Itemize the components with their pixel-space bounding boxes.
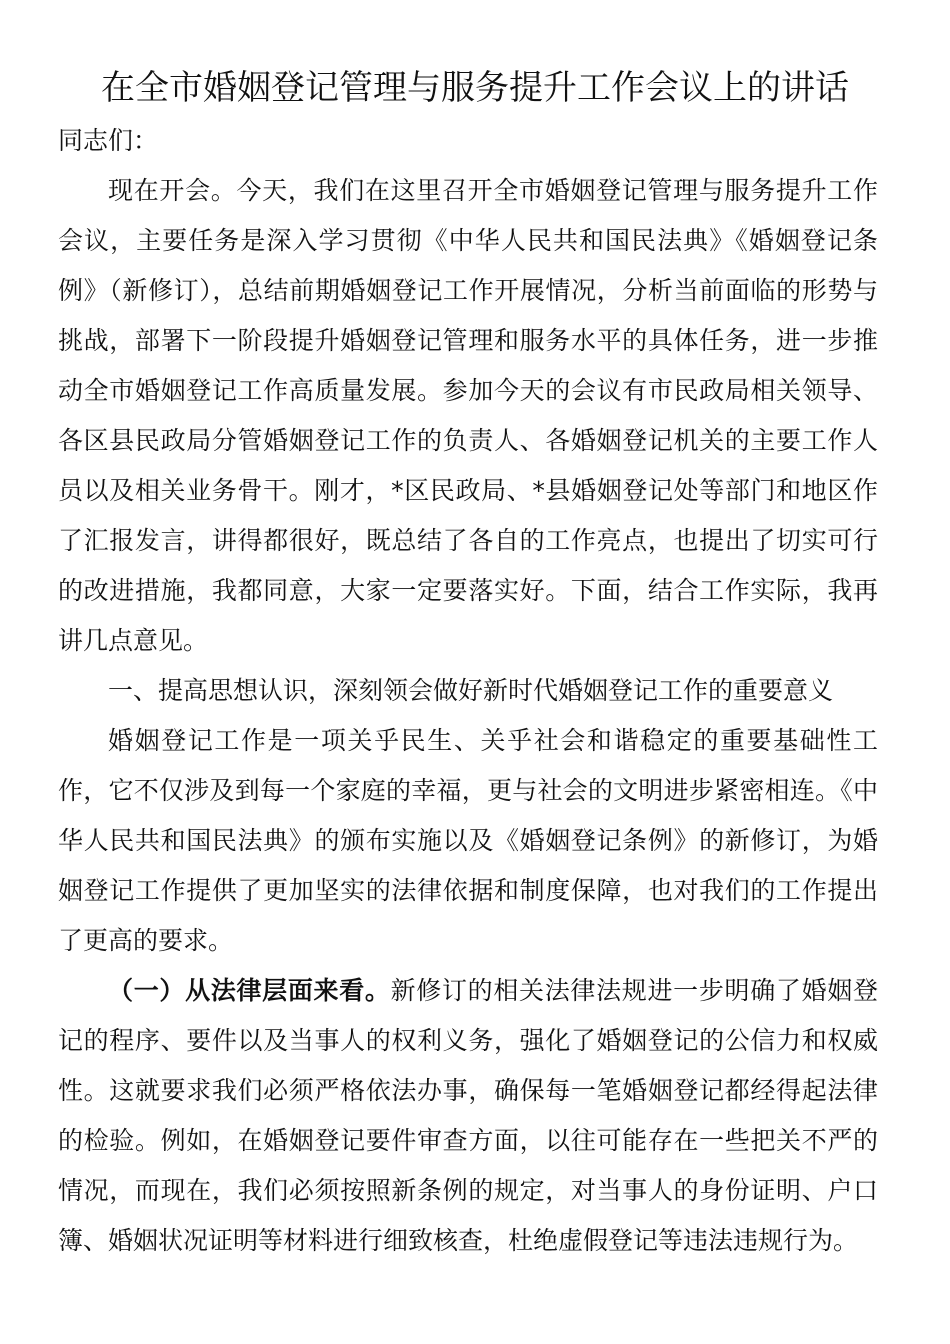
salutation: 同志们： <box>58 126 159 155</box>
subheading-legal-level: （一）从法律层面来看。 <box>108 976 391 1005</box>
paragraph-opening: 现在开会。今天，我们在这里召开全市婚姻登记管理与服务提升工作会议，主要任务是深入学习贯彻《中华人民共和国民法典》《婚姻登记条例》（新修订），总结前期婚姻登记工作开展情况，分析当前面临的形势与挑战，部署下一阶段提升婚姻登记管理和服务水平的具体任务，进一步推动全市婚姻登记工作高质量发展。参加今天的会议有市民政局相关领导、各区县民政局分管婚姻登记工作的负责人、各婚姻登记机关的主要工作人员以及相关业务骨干。刚才，*区民政局、*县婚姻登记处等部门和地区作了汇报发言，讲得都很好，既总结了各自的工作亮点，也提出了切实可行的改进措施，我都同意，大家一定要落实好。下面，结合工作实际，我再讲几点意见。 <box>58 176 878 655</box>
document-title: 在全市婚姻登记管理与服务提升工作会议上的讲话 <box>101 68 849 108</box>
paragraph-legal-level <box>58 966 878 1266</box>
document-body <box>58 166 878 1266</box>
paragraph-legal-level-text: 新修订的相关法律法规进一步明确了婚姻登记的程序、要件以及当事人的权利义务，强化了婚姻登记的公信力和权威性。这就要求我们必须严格依法办事，确保每一笔婚姻登记都经得起法律的检验。例如，在婚姻登记要件审查方面，以往可能存在一些把关不严的情况，而现在，我们必须按照新条例的规定，对当事人的身份证明、户口簿、婚姻状况证明等材料进行细致核查，杜绝虚假登记等违法违规行为。 <box>58 976 878 1255</box>
section-heading-1: 一、提高思想认识，深刻领会做好新时代婚姻登记工作的重要意义 <box>108 676 834 705</box>
paragraph-significance: 婚姻登记工作是一项关乎民生、关乎社会和谐稳定的重要基础性工作，它不仅涉及到每一个家庭的幸福，更与社会的文明进步紧密相连。《中华人民共和国民法典》的颁布实施以及《婚姻登记条例》的新修订，为婚姻登记工作提供了更加坚实的法律依据和制度保障，也对我们的工作提出了更高的要求。 <box>58 726 878 955</box>
